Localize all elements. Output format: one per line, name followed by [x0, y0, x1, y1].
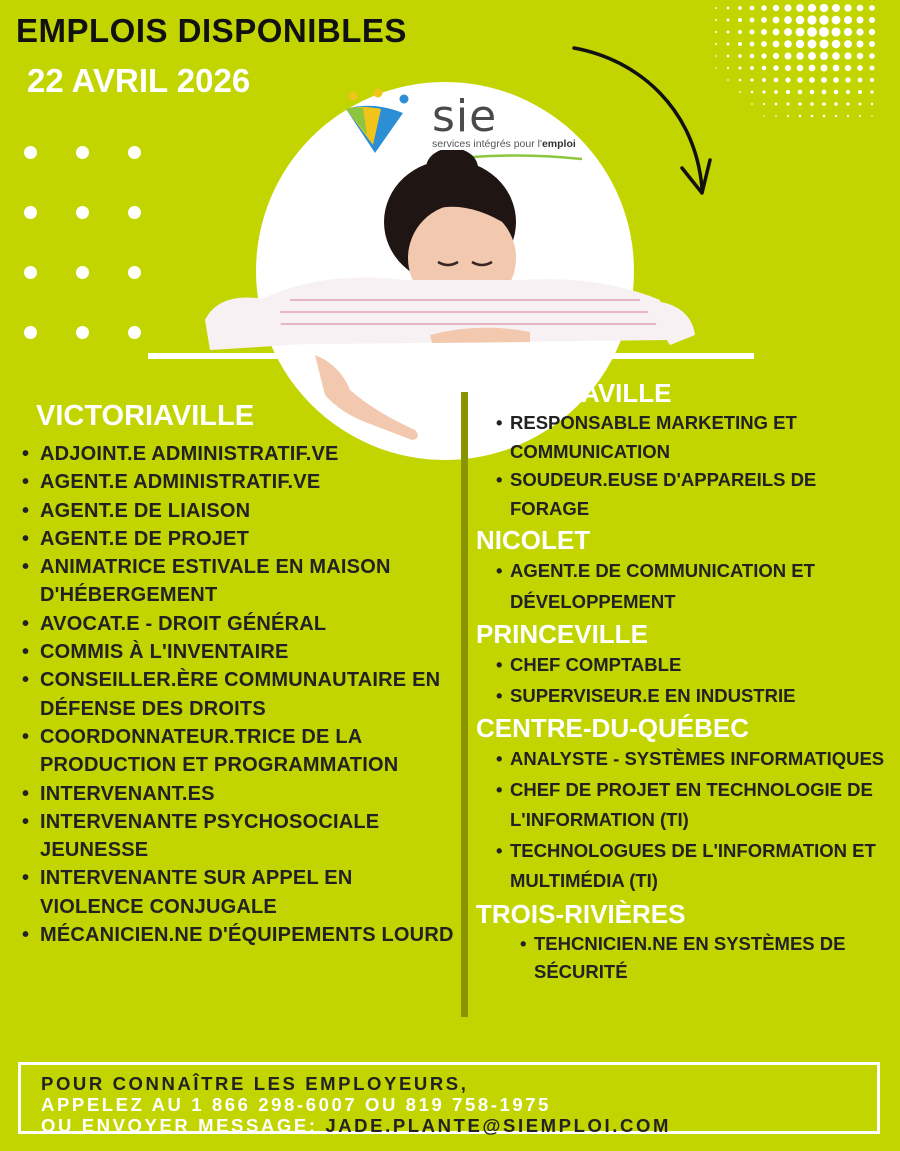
job-item: • ANALYSTE - SYSTÈMES INFORMATIQUES — [476, 744, 900, 775]
column-divider — [461, 392, 468, 1017]
section-title: PRINCEVILLE — [476, 619, 648, 649]
job-item: • SUPERVISEUR.E EN INDUSTRIE — [476, 681, 900, 712]
logo-tagline: services intégrés pour l'emploi — [432, 138, 576, 150]
job-item: • AGENT.E DE LIAISON — [22, 497, 462, 525]
page-date: 22 AVRIL 2026 — [27, 62, 251, 99]
section-title: CENTRE-DU-QUÉBEC — [476, 713, 749, 743]
job-item: • AGENT.E DE PROJET — [22, 525, 462, 553]
contact-email[interactable]: JADE.PLANTE@SIEMPLOI.COM — [325, 1115, 671, 1136]
job-item: • INTERVENANT.ES — [22, 780, 462, 808]
job-item: • CHEF DE PROJET EN TECHNOLOGIE DE L'INFORMATION (TI) — [476, 775, 900, 836]
section-job-list — [476, 650, 900, 711]
page-title: EMPLOIS DISPONIBLES — [16, 12, 407, 49]
logo-wordmark: sie — [432, 91, 498, 142]
job-item: • CHEF COMPTABLE — [476, 650, 900, 681]
section-title: NICOLET — [476, 525, 591, 555]
contact-line-1: POUR CONNAÎTRE LES EMPLOYEURS, — [41, 1073, 469, 1094]
job-item: • MÉCANICIEN.NE D'ÉQUIPEMENTS LOURD — [22, 921, 462, 949]
left-section-title: VICTORIAVILLE — [36, 400, 255, 432]
right-job-sections — [476, 378, 900, 989]
job-item: • ADJOINT.E ADMINISTRATIF.VE — [22, 440, 462, 468]
job-item: • INTERVENANTE PSYCHOSOCIALE JEUNESSE — [22, 808, 462, 865]
contact-phone-line: APPELEZ AU 1 866 298-6007 OU 819 758-1975 — [41, 1094, 552, 1115]
section-title: VICTORIAVILLE — [476, 378, 672, 408]
left-job-list — [22, 440, 462, 949]
section-job-list — [476, 556, 900, 617]
section-job-list — [476, 409, 900, 523]
job-item: • INTERVENANTE SUR APPEL EN VIOLENCE CONJUGALE — [22, 864, 462, 921]
sie-logo-icon — [343, 87, 415, 157]
job-item: • COMMIS À L'INVENTAIRE — [22, 638, 462, 666]
job-item: • AGENT.E ADMINISTRATIF.VE — [22, 468, 462, 496]
dot-grid-decoration — [24, 146, 154, 346]
contact-email-line: OU ENVOYER MESSAGE: JADE.PLANTE@SIEMPLOI.COM — [41, 1115, 671, 1136]
section-title: TROIS-RIVIÈRES — [476, 898, 686, 929]
job-item: • TEHCNICIEN.NE EN SYSTÈMES DE SÉCURITÉ — [500, 930, 900, 987]
section-job-list — [500, 930, 900, 987]
job-item: • TECHNOLOGUES DE L'INFORMATION ET MULTIMÉDIA (TI) — [476, 836, 900, 897]
job-item: • COORDONNATEUR.TRICE DE LA PRODUCTION ET PROGRAMMATION — [22, 723, 462, 780]
job-item: • CONSEILLER.ÈRE COMMUNAUTAIRE EN DÉFENSE DES DROITS — [22, 666, 462, 723]
job-item: • AVOCAT.E - DROIT GÉNÉRAL — [22, 610, 462, 638]
job-item: • SOUDEUR.EUSE D'APPAREILS DE FORAGE — [476, 466, 900, 523]
job-item: • AGENT.E DE COMMUNICATION ET DÉVELOPPEMENT — [476, 556, 900, 617]
contact-box — [18, 1062, 880, 1134]
job-item: • RESPONSABLE MARKETING ET COMMUNICATION — [476, 409, 900, 466]
job-item: • ANIMATRICE ESTIVALE EN MAISON D'HÉBERGEMENT — [22, 553, 462, 610]
section-job-list — [476, 744, 900, 897]
